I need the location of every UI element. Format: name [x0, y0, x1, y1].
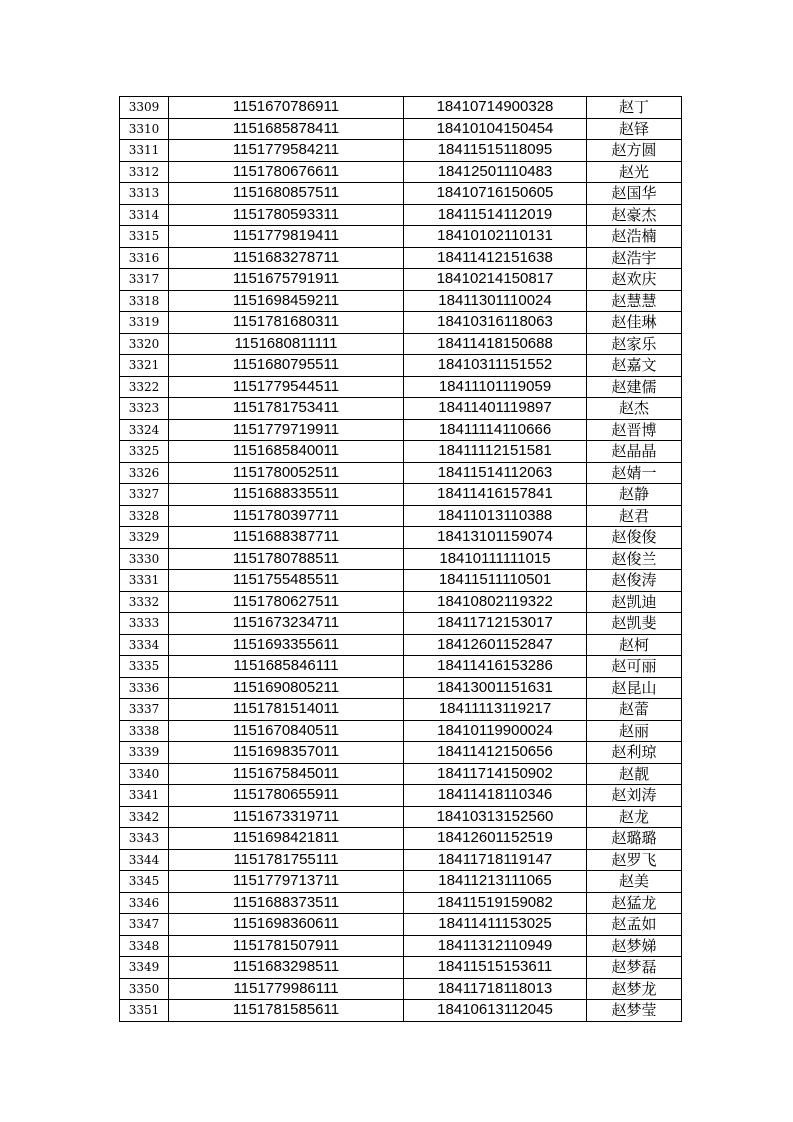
table-row: [120, 656, 682, 678]
registration-number: 1151781680311: [169, 312, 404, 334]
exam-number: 18411412150656: [404, 742, 587, 764]
table-row: [120, 548, 682, 570]
row-number: 3337: [120, 699, 169, 721]
student-name: 赵孟如: [587, 914, 682, 936]
exam-number: 18411113119217: [404, 699, 587, 721]
student-name: 赵铎: [587, 118, 682, 140]
student-name: 赵凯迪: [587, 591, 682, 613]
exam-number: 18411416153286: [404, 656, 587, 678]
exam-number: 18413101159074: [404, 527, 587, 549]
student-name: 赵晋博: [587, 419, 682, 441]
row-number: 3324: [120, 419, 169, 441]
table-row: [120, 785, 682, 807]
table-row: [120, 914, 682, 936]
table-row: [120, 161, 682, 183]
row-number: 3323: [120, 398, 169, 420]
row-number: 3332: [120, 591, 169, 613]
table-row: [120, 204, 682, 226]
registration-number: 1151670786911: [169, 97, 404, 119]
student-name: 赵罗飞: [587, 849, 682, 871]
row-number: 3319: [120, 312, 169, 334]
student-name: 赵国华: [587, 183, 682, 205]
registration-number: 1151683278711: [169, 247, 404, 269]
row-number: 3334: [120, 634, 169, 656]
exam-number: 18410316118063: [404, 312, 587, 334]
table-row: [120, 742, 682, 764]
exam-number: 18411514112063: [404, 462, 587, 484]
roster-table-body: [120, 97, 682, 1022]
registration-number: 1151781585611: [169, 1000, 404, 1022]
student-name: 赵豪杰: [587, 204, 682, 226]
row-number: 3313: [120, 183, 169, 205]
registration-number: 1151698421811: [169, 828, 404, 850]
row-number: 3338: [120, 720, 169, 742]
row-number: 3309: [120, 97, 169, 119]
table-row: [120, 720, 682, 742]
exam-number: 18410313152560: [404, 806, 587, 828]
registration-number: 1151680857511: [169, 183, 404, 205]
table-row: [120, 570, 682, 592]
student-name: 赵丽: [587, 720, 682, 742]
table-row: [120, 892, 682, 914]
row-number: 3340: [120, 763, 169, 785]
row-number: 3314: [120, 204, 169, 226]
table-row: [120, 806, 682, 828]
row-number: 3335: [120, 656, 169, 678]
student-name: 赵浩楠: [587, 226, 682, 248]
row-number: 3350: [120, 978, 169, 1000]
exam-number: 18411418110346: [404, 785, 587, 807]
registration-number: 1151779713711: [169, 871, 404, 893]
student-name: 赵刘涛: [587, 785, 682, 807]
table-row: [120, 376, 682, 398]
student-name: 赵梦莹: [587, 1000, 682, 1022]
student-name: 赵梦磊: [587, 957, 682, 979]
table-row: [120, 505, 682, 527]
registration-number: 1151673319711: [169, 806, 404, 828]
registration-number: 1151780788511: [169, 548, 404, 570]
student-name: 赵家乐: [587, 333, 682, 355]
exam-number: 18411714150902: [404, 763, 587, 785]
table-row: [120, 613, 682, 635]
exam-number: 18411515118095: [404, 140, 587, 162]
table-row: [120, 677, 682, 699]
table-row: [120, 871, 682, 893]
row-number: 3342: [120, 806, 169, 828]
row-number: 3333: [120, 613, 169, 635]
registration-number: 1151779584211: [169, 140, 404, 162]
row-number: 3346: [120, 892, 169, 914]
student-name: 赵猛龙: [587, 892, 682, 914]
exam-number: 18411013110388: [404, 505, 587, 527]
row-number: 3327: [120, 484, 169, 506]
registration-number: 1151779719911: [169, 419, 404, 441]
registration-number: 1151680811111: [169, 333, 404, 355]
exam-number: 18411411153025: [404, 914, 587, 936]
table-row: [120, 527, 682, 549]
exam-number: 18410311151552: [404, 355, 587, 377]
exam-number: 18410111111015: [404, 548, 587, 570]
registration-number: 1151779544511: [169, 376, 404, 398]
student-name: 赵嘉文: [587, 355, 682, 377]
table-row: [120, 462, 682, 484]
registration-number: 1151779819411: [169, 226, 404, 248]
exam-number: 18411514112019: [404, 204, 587, 226]
registration-number: 1151780052511: [169, 462, 404, 484]
student-name: 赵柯: [587, 634, 682, 656]
row-number: 3345: [120, 871, 169, 893]
registration-number: 1151698360611: [169, 914, 404, 936]
student-name: 赵婧一: [587, 462, 682, 484]
row-number: 3330: [120, 548, 169, 570]
exam-number: 18411515153611: [404, 957, 587, 979]
row-number: 3328: [120, 505, 169, 527]
table-row: [120, 118, 682, 140]
table-row: [120, 333, 682, 355]
student-name: 赵利琼: [587, 742, 682, 764]
exam-number: 18411418150688: [404, 333, 587, 355]
exam-number: 18410716150605: [404, 183, 587, 205]
student-name: 赵美: [587, 871, 682, 893]
exam-number: 18412601152519: [404, 828, 587, 850]
student-name: 赵靓: [587, 763, 682, 785]
row-number: 3322: [120, 376, 169, 398]
exam-number: 18410714900328: [404, 97, 587, 119]
table-row: [120, 1000, 682, 1022]
table-row: [120, 849, 682, 871]
table-row: [120, 290, 682, 312]
registration-number: 1151688335511: [169, 484, 404, 506]
registration-number: 1151755485511: [169, 570, 404, 592]
registration-number: 1151690805211: [169, 677, 404, 699]
row-number: 3315: [120, 226, 169, 248]
table-row: [120, 978, 682, 1000]
student-name: 赵晶晶: [587, 441, 682, 463]
registration-number: 1151685846111: [169, 656, 404, 678]
exam-number: 18411301110024: [404, 290, 587, 312]
row-number: 3331: [120, 570, 169, 592]
student-name: 赵佳琳: [587, 312, 682, 334]
exam-number: 18411312110949: [404, 935, 587, 957]
table-row: [120, 484, 682, 506]
registration-number: 1151780655911: [169, 785, 404, 807]
student-name: 赵建儒: [587, 376, 682, 398]
student-name: 赵梦龙: [587, 978, 682, 1000]
registration-number: 1151781507911: [169, 935, 404, 957]
student-name: 赵杰: [587, 398, 682, 420]
student-name: 赵慧慧: [587, 290, 682, 312]
student-name: 赵蕾: [587, 699, 682, 721]
student-name: 赵俊俊: [587, 527, 682, 549]
table-row: [120, 957, 682, 979]
row-number: 3310: [120, 118, 169, 140]
exam-number: 18410102110131: [404, 226, 587, 248]
student-name: 赵凯斐: [587, 613, 682, 635]
registration-number: 1151779986111: [169, 978, 404, 1000]
student-name: 赵君: [587, 505, 682, 527]
registration-number: 1151780627511: [169, 591, 404, 613]
row-number: 3316: [120, 247, 169, 269]
table-row: [120, 226, 682, 248]
row-number: 3339: [120, 742, 169, 764]
row-number: 3317: [120, 269, 169, 291]
row-number: 3325: [120, 441, 169, 463]
student-name: 赵欢庆: [587, 269, 682, 291]
row-number: 3321: [120, 355, 169, 377]
registration-number: 1151688387711: [169, 527, 404, 549]
registration-number: 1151698459211: [169, 290, 404, 312]
exam-number: 18411718119147: [404, 849, 587, 871]
student-name: 赵丁: [587, 97, 682, 119]
registration-number: 1151670840511: [169, 720, 404, 742]
exam-number: 18411416157841: [404, 484, 587, 506]
exam-number: 18411401119897: [404, 398, 587, 420]
student-name: 赵俊兰: [587, 548, 682, 570]
student-name: 赵昆山: [587, 677, 682, 699]
roster-table: [119, 96, 682, 1022]
row-number: 3326: [120, 462, 169, 484]
registration-number: 1151781514011: [169, 699, 404, 721]
table-row: [120, 441, 682, 463]
student-name: 赵俊涛: [587, 570, 682, 592]
row-number: 3348: [120, 935, 169, 957]
table-row: [120, 398, 682, 420]
row-number: 3311: [120, 140, 169, 162]
student-name: 赵龙: [587, 806, 682, 828]
row-number: 3329: [120, 527, 169, 549]
student-name: 赵可丽: [587, 656, 682, 678]
registration-number: 1151688373511: [169, 892, 404, 914]
registration-number: 1151675791911: [169, 269, 404, 291]
registration-number: 1151780676611: [169, 161, 404, 183]
table-row: [120, 828, 682, 850]
exam-number: 18411718118013: [404, 978, 587, 1000]
registration-number: 1151781755111: [169, 849, 404, 871]
student-name: 赵光: [587, 161, 682, 183]
registration-number: 1151675845011: [169, 763, 404, 785]
row-number: 3318: [120, 290, 169, 312]
row-number: 3341: [120, 785, 169, 807]
exam-number: 18411712153017: [404, 613, 587, 635]
table-row: [120, 419, 682, 441]
registration-number: 1151683298511: [169, 957, 404, 979]
table-row: [120, 140, 682, 162]
exam-number: 18411114110666: [404, 419, 587, 441]
exam-number: 18413001151631: [404, 677, 587, 699]
row-number: 3336: [120, 677, 169, 699]
exam-number: 18410613112045: [404, 1000, 587, 1022]
registration-number: 1151693355611: [169, 634, 404, 656]
table-row: [120, 935, 682, 957]
exam-number: 18411101119059: [404, 376, 587, 398]
exam-number: 18411213111065: [404, 871, 587, 893]
registration-number: 1151685878411: [169, 118, 404, 140]
student-name: 赵梦娣: [587, 935, 682, 957]
exam-number: 18411519159082: [404, 892, 587, 914]
registration-number: 1151680795511: [169, 355, 404, 377]
registration-number: 1151780397711: [169, 505, 404, 527]
table-row: [120, 97, 682, 119]
exam-number: 18411412151638: [404, 247, 587, 269]
row-number: 3344: [120, 849, 169, 871]
exam-number: 18411511110501: [404, 570, 587, 592]
table-row: [120, 634, 682, 656]
exam-number: 18410104150454: [404, 118, 587, 140]
row-number: 3347: [120, 914, 169, 936]
exam-number: 18411112151581: [404, 441, 587, 463]
row-number: 3349: [120, 957, 169, 979]
row-number: 3312: [120, 161, 169, 183]
table-row: [120, 763, 682, 785]
row-number: 3320: [120, 333, 169, 355]
row-number: 3343: [120, 828, 169, 850]
table-row: [120, 183, 682, 205]
student-name: 赵璐璐: [587, 828, 682, 850]
table-row: [120, 269, 682, 291]
exam-number: 18410119900024: [404, 720, 587, 742]
registration-number: 1151698357011: [169, 742, 404, 764]
exam-number: 18412501110483: [404, 161, 587, 183]
table-row: [120, 355, 682, 377]
row-number: 3351: [120, 1000, 169, 1022]
table-row: [120, 591, 682, 613]
registration-number: 1151780593311: [169, 204, 404, 226]
student-name: 赵浩宇: [587, 247, 682, 269]
exam-number: 18410214150817: [404, 269, 587, 291]
table-row: [120, 247, 682, 269]
registration-number: 1151685840011: [169, 441, 404, 463]
registration-number: 1151673234711: [169, 613, 404, 635]
table-row: [120, 312, 682, 334]
exam-number: 18412601152847: [404, 634, 587, 656]
registration-number: 1151781753411: [169, 398, 404, 420]
table-row: [120, 699, 682, 721]
exam-number: 18410802119322: [404, 591, 587, 613]
student-name: 赵方圆: [587, 140, 682, 162]
student-name: 赵静: [587, 484, 682, 506]
